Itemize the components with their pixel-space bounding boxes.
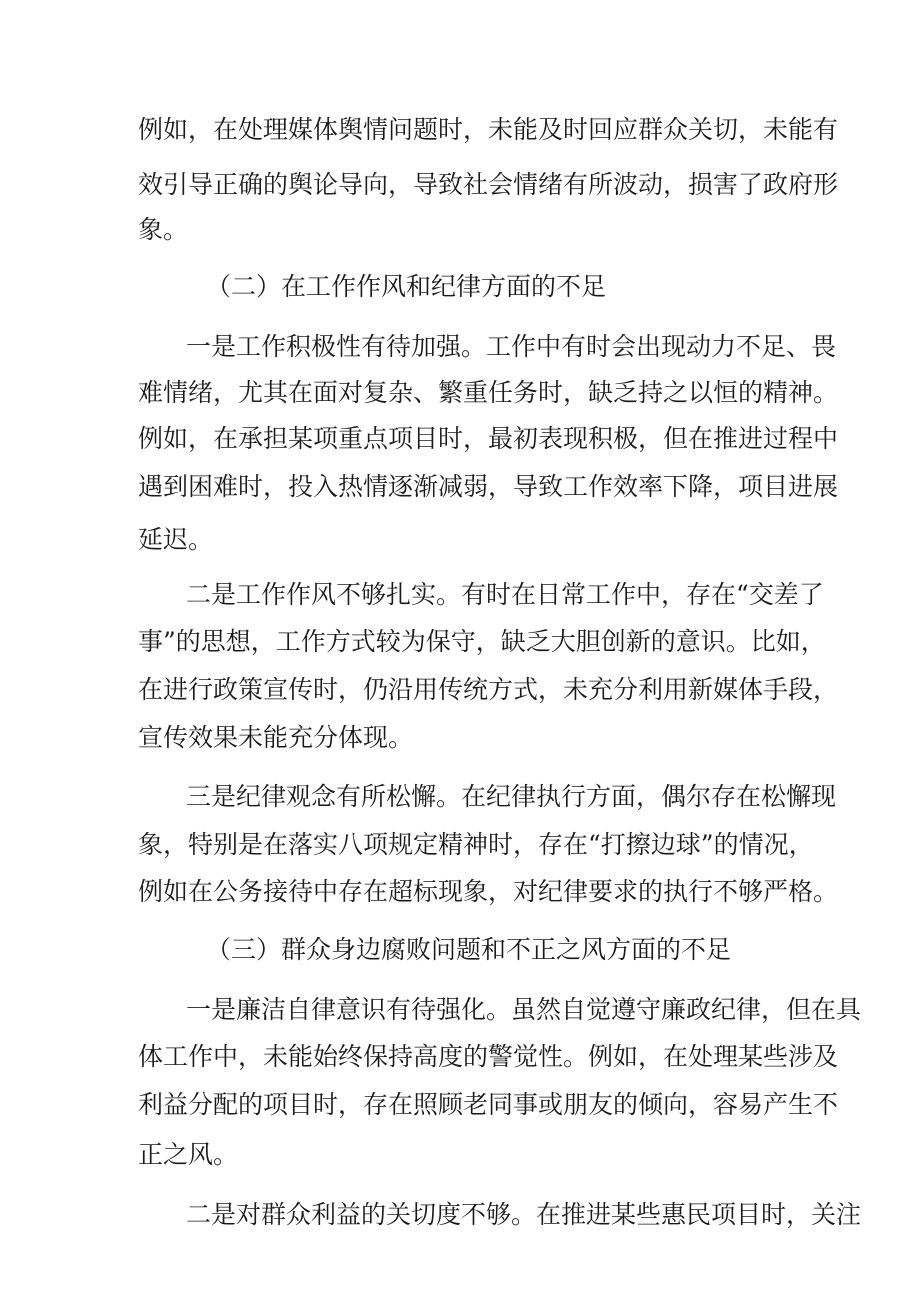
paragraph-line: 二是对群众利益的关切度不够。在推进某些惠民项目时，关注 bbox=[186, 1200, 862, 1229]
section-heading-3: （三）群众身边腐败问题和不正之风方面的不足 bbox=[206, 935, 732, 964]
paragraph-line: 例如，在处理媒体舆情问题时，未能及时回应群众关切，未能有 bbox=[138, 115, 839, 144]
paragraph-line: 一是工作积极性有待加强。工作中有时会出现动力不足、畏 bbox=[186, 332, 837, 361]
section-heading-2: （二）在工作作风和纪律方面的不足 bbox=[206, 272, 607, 301]
paragraph-line: 三是纪律观念有所松懈。在纪律执行方面，偶尔存在松懈现 bbox=[186, 782, 837, 811]
paragraph-line: 遇到困难时，投入热情逐渐减弱，导致工作效率下降，项目进展 bbox=[138, 472, 839, 501]
paragraph-line: 例如在公务接待中存在超标现象，对纪律要求的执行不够严格。 bbox=[138, 877, 839, 906]
paragraph-line: 难情绪，尤其在面对复杂、繁重任务时，缺乏持之以恒的精神。 bbox=[138, 378, 839, 407]
paragraph-line: 象，特别是在落实八项规定精神时，存在“打擦边球”的情况， bbox=[138, 830, 814, 859]
paragraph-line: 象。 bbox=[138, 215, 189, 244]
paragraph-line: 二是工作作风不够扎实。有时在日常工作中，存在“交差了 bbox=[186, 580, 824, 609]
paragraph-line: 体工作中，未能始终保持高度的警觉性。例如，在处理某些涉及 bbox=[138, 1042, 839, 1071]
paragraph-line: 事”的思想，工作方式较为保守，缺乏大胆创新的意识。比如， bbox=[138, 627, 826, 656]
paragraph-line: 例如，在承担某项重点项目时，最初表现积极，但在推进过程中 bbox=[138, 424, 839, 453]
paragraph-line: 正之风。 bbox=[138, 1140, 239, 1169]
paragraph-line: 利益分配的项目时，存在照顾老同事或朋友的倾向，容易产生不 bbox=[138, 1090, 839, 1119]
paragraph-line: 一是廉洁自律意识有待强化。虽然自觉遵守廉政纪律，但在具 bbox=[186, 995, 862, 1024]
paragraph-line: 在进行政策宣传时，仍沿用传统方式，未充分利用新媒体手段， bbox=[138, 675, 839, 704]
paragraph-line: 延迟。 bbox=[138, 525, 214, 554]
paragraph-line: 宣传效果未能充分体现。 bbox=[138, 723, 414, 752]
paragraph-line: 效引导正确的舆论导向，导致社会情绪有所波动，损害了政府形 bbox=[138, 170, 839, 199]
